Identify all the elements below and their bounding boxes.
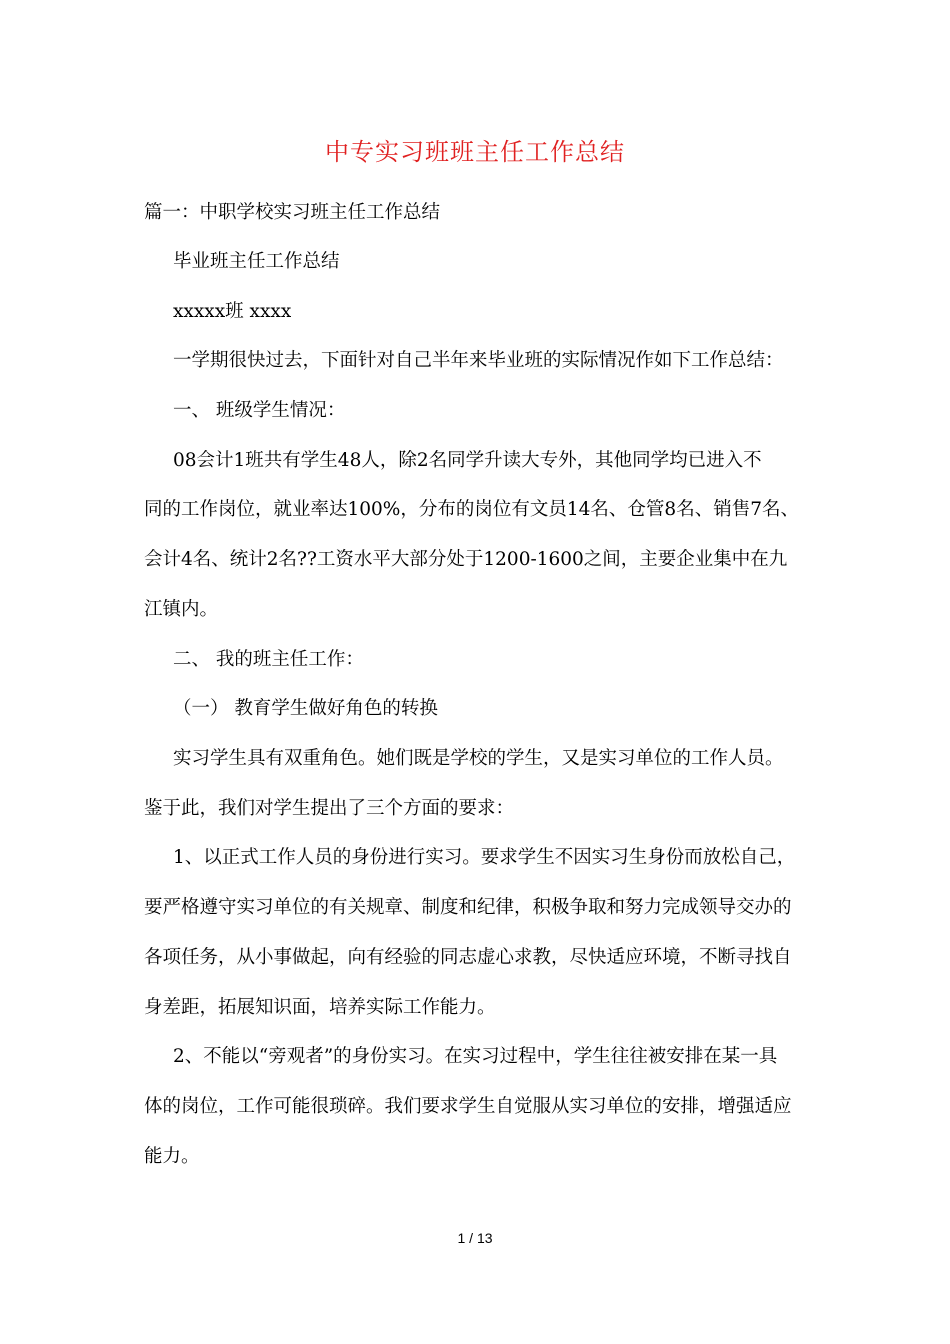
page-number: 1 / 13 xyxy=(457,1230,493,1246)
paragraph-line: 08会计1班共有学生48人，除2名同学升读大专外，其他同学均已进入不 xyxy=(173,450,762,471)
paragraph-line: 2、不能以“旁观者”的身份实习。在实习过程中，学生往往被安排在某一具 xyxy=(173,1046,778,1067)
list-heading: 一、 班级学生情况： xyxy=(173,400,346,421)
paragraph-line: 能力。 xyxy=(144,1146,200,1167)
paragraph-line: 体的岗位，工作可能很琐碎。我们要求学生自觉服从实习单位的安排，增强适应 xyxy=(144,1096,792,1117)
document-title: 中专实习班班主任工作总结 xyxy=(325,138,625,166)
paragraph-line: 鉴于此，我们对学生提出了三个方面的要求： xyxy=(144,798,515,819)
paragraph-line: 会计4名、统计2名??工资水平大部分处于1200-1600之间，主要企业集中在九 xyxy=(144,549,788,570)
paragraph-line: 同的工作岗位，就业率达100%，分布的岗位有文员14名、仓管8名、销售7名、 xyxy=(144,499,799,520)
paragraph-line: 要严格遵守实习单位的有关规章、制度和纪律，积极争取和努力完成领导交办的 xyxy=(144,897,792,918)
paragraph-line: 一学期很快过去，下面针对自己半年来毕业班的实际情况作如下工作总结： xyxy=(173,350,784,371)
paragraph-line: 实习学生具有双重角色。她们既是学校的学生，又是实习单位的工作人员。 xyxy=(173,748,784,769)
list-heading: 二、 我的班主任工作： xyxy=(173,649,364,670)
subheading: 毕业班主任工作总结 xyxy=(173,251,340,272)
paragraph-line: 1、以正式工作人员的身份进行实习。要求学生不因实习生身份而放松自己， xyxy=(173,847,796,868)
paragraph-line: 江镇内。 xyxy=(144,599,219,620)
author-line: xxxxx班 xxxx xyxy=(173,301,292,322)
sub-list-heading: （一） 教育学生做好角色的转换 xyxy=(173,698,438,719)
paragraph-line: 各项任务，从小事做起，向有经验的同志虚心求教，尽快适应环境，不断寻找自 xyxy=(144,947,792,968)
paragraph-line: 身差距，拓展知识面，培养实际工作能力。 xyxy=(144,997,496,1018)
section-heading: 篇一：中职学校实习班主任工作总结 xyxy=(144,202,441,223)
